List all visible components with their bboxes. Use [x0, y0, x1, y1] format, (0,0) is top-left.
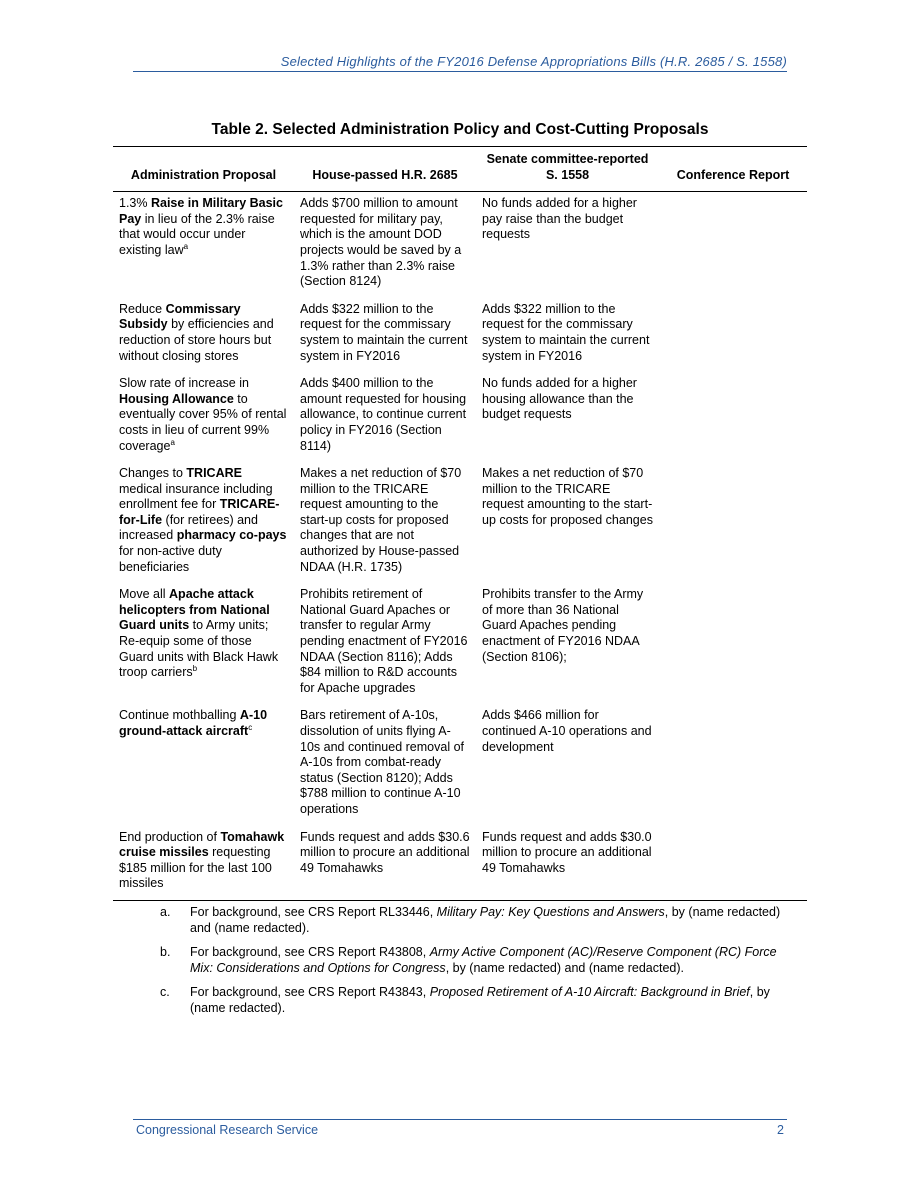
footnote-item [160, 905, 800, 936]
footnote-marker: b [192, 664, 198, 674]
table-row [113, 826, 807, 901]
footnote-text [190, 945, 800, 976]
table-title: Table 2. Selected Administration Policy and Cost-Cutting Proposals [211, 121, 709, 138]
footnote-letter: a. [160, 905, 171, 919]
header-rule [133, 71, 787, 72]
footer-org: Congressional Research Service [136, 1123, 319, 1137]
column-header-conference: Conference Report [659, 147, 807, 192]
footnote-prefix: For background, see CRS Report R43843, [190, 985, 430, 1000]
cell-proposal [113, 192, 294, 298]
cell-senate: No funds added for a higher housing allowance than the budget requests [482, 376, 637, 422]
proposal-text: Continue mothballing [119, 708, 240, 723]
column-header-senate: Senate committee-reported S. 1558 [476, 147, 659, 192]
footnote-text [190, 905, 800, 936]
proposal-emphasis: Tomahawk cruise missiles [119, 829, 285, 860]
cell-conference [659, 192, 807, 298]
cell-senate: No funds added for a higher pay raise than the budget requests [482, 196, 637, 242]
cell-proposal [113, 826, 294, 901]
report-title: Army Active Component (AC)/Reserve Component (RC) Force Mix: Considerations and Options for Congress [190, 945, 777, 975]
footer-rule [133, 1119, 787, 1120]
proposal-text: to eventually cover 95% of rental costs in lieu of current 99% coverage [119, 391, 287, 453]
proposal-text: (for retirees) and increased [119, 512, 258, 543]
column-header-proposal: Administration Proposal [113, 147, 294, 192]
table-header-row [113, 147, 807, 192]
table-row [113, 462, 807, 583]
footnote-letter: b. [160, 945, 171, 960]
table-row [113, 583, 807, 704]
footnote-prefix: For background, see CRS Report RL33446, [190, 905, 437, 919]
cell-house: Bars retirement of A-10s, dissolution of units flying A-10s and continued removal of A-10s from combat-ready status (Section 8120); Adds $788 million to continue A-10 operations [300, 708, 464, 816]
proposal-text: Move all [119, 587, 170, 602]
cell-conference [659, 462, 807, 583]
cell-house: Adds $322 million to the request for the commissary system to maintain the current system in FY2016 [300, 301, 468, 363]
footnote-marker: c [248, 722, 253, 732]
cell-senate: Adds $466 million for continued A-10 operations and development [482, 708, 652, 754]
cell-proposal [113, 298, 294, 372]
cell-senate: Funds request and adds $30.0 million to procure an additional 49 Tomahawks [476, 826, 659, 901]
cell-proposal [113, 372, 294, 462]
report-title: Military Pay: Key Questions and Answers [436, 905, 665, 919]
cell-conference [659, 704, 807, 825]
cell-proposal [113, 462, 294, 583]
proposal-emphasis: Housing Allowance [119, 391, 234, 406]
page-number: 2 [777, 1123, 784, 1137]
table-notes [160, 905, 800, 1026]
proposal-emphasis: pharmacy co-pays [176, 528, 287, 543]
proposal-emphasis: TRICARE [186, 466, 242, 481]
table-body [113, 192, 807, 901]
proposal-text: Changes to [119, 466, 187, 481]
cell-senate: Prohibits transfer to the Army of more than 36 National Guard Apaches pending enactment of FY2016 NDAA (Section 8106); [482, 587, 644, 664]
proposal-text: medical insurance including enrollment fee for [119, 481, 273, 512]
proposal-emphasis: Commissary Subsidy [119, 301, 241, 332]
proposal-text: End production of [119, 829, 221, 844]
table-row [113, 372, 807, 462]
proposal-text: to Army units; Re-equip some of those Guard units with Black Hawk troop carriers [119, 618, 279, 680]
table-row [113, 704, 807, 825]
report-title: Proposed Retirement of A-10 Aircraft: Background in Brief [429, 985, 750, 1000]
footnote-letter: c. [160, 985, 170, 1000]
proposal-text: 1.3% [119, 196, 151, 211]
footnote-marker: a [183, 241, 189, 251]
proposal-text: for non-active duty beneficiaries [119, 544, 222, 574]
cell-conference [659, 372, 807, 462]
cell-conference [659, 583, 807, 704]
proposal-text: by efficiencies and reduction of store hours but without closing stores [119, 317, 274, 363]
footnote-item [160, 945, 800, 976]
proposal-emphasis: TRICARE-for-Life [119, 497, 280, 527]
cell-senate: Adds $322 million to the request for the commissary system to maintain the current system in FY2016 [482, 301, 650, 363]
cell-house: Funds request and adds $30.6 million to procure an additional 49 Tomahawks [294, 826, 476, 901]
footnote-suffix: , by (name redacted). [190, 985, 770, 1015]
cell-conference [659, 826, 807, 901]
footnote-suffix: , by (name redacted) and (name redacted). [190, 905, 781, 935]
cell-proposal [113, 583, 294, 704]
footnote-marker: a [170, 437, 175, 447]
cell-house: Adds $700 million to amount requested for military pay, which is the amount DOD projects would be saved by a 1.3% rather than 2.3% raise (Section 8124) [300, 196, 462, 289]
cell-house: Makes a net reduction of $70 million to the TRICARE request amounting to the start-up costs for proposed changes that are not authorized by House-passed NDAA (H.R. 1735) [300, 466, 462, 574]
cell-proposal [113, 704, 294, 825]
proposals-table [113, 146, 807, 901]
proposal-emphasis: Apache attack helicopters from National Guard units [119, 587, 270, 633]
footnote-item [160, 985, 800, 1016]
proposal-text: Reduce [119, 301, 166, 316]
column-header-house: House-passed H.R. 2685 [294, 147, 476, 192]
proposal-emphasis: A-10 ground-attack aircraft [119, 708, 268, 738]
table-row [113, 192, 807, 298]
footnote-suffix: , by (name redacted) and (name redacted). [445, 960, 685, 975]
table-row [113, 298, 807, 372]
proposal-emphasis: Raise in Military Basic Pay [119, 196, 283, 226]
proposal-text: Slow rate of increase in [119, 376, 249, 391]
footnote-text [190, 985, 800, 1016]
cell-senate: Makes a net reduction of $70 million to the TRICARE request amounting to the start-up costs for proposed changes [482, 466, 653, 527]
footnote-prefix: For background, see CRS Report R43808, [190, 945, 430, 960]
running-header-title: Selected Highlights of the FY2016 Defense Appropriations Bills (H.R. 2685 / S. 1558) [280, 54, 787, 69]
cell-house: Prohibits retirement of National Guard Apaches or transfer to regular Army pending enactment of FY2016 NDAA (Section 8116); Adds $84 million to R&D accounts for Apache upgrades [300, 587, 468, 695]
proposal-text: requesting $185 million for the last 100 missiles [119, 845, 272, 891]
cell-conference [659, 298, 807, 372]
cell-house: Adds $400 million to the amount requested for housing allowance, to continue current policy in FY2016 (Section 8114) [300, 376, 467, 453]
proposal-text: in lieu of the 2.3% raise that would occur under existing law [119, 211, 275, 257]
